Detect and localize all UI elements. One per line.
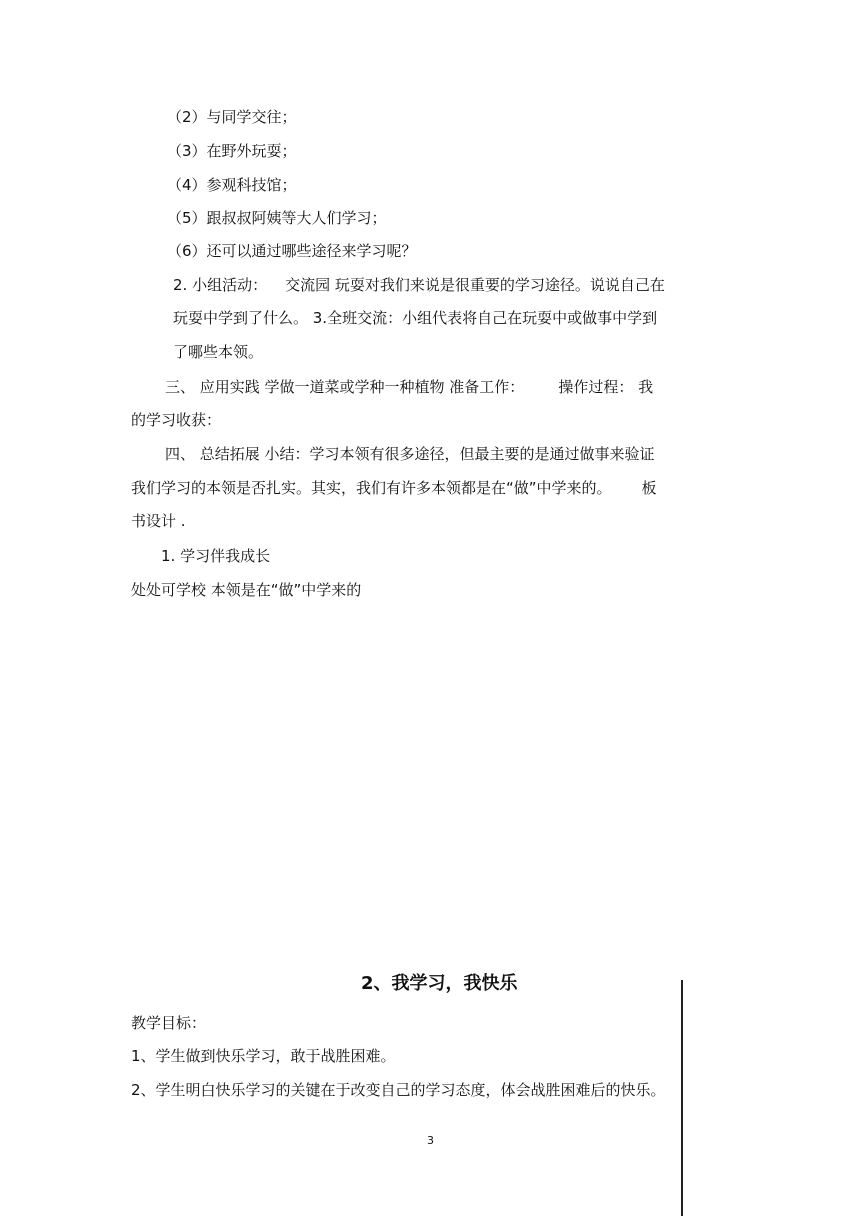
group-activity-line: 了哪些本领。 bbox=[173, 343, 264, 361]
goals-label: 教学目标： bbox=[131, 1014, 207, 1032]
group-activity-paragraph bbox=[173, 275, 665, 295]
section-4-text: 我们学习的本领是否扎实。其实，我们有许多本领都是在“做”中学来的。 bbox=[131, 479, 612, 497]
section-4-line bbox=[131, 478, 657, 498]
section-4-text-end: 板 bbox=[641, 479, 657, 497]
section-4-heading: 四、 总结拓展 小结：学习本领有很多途径，但最主要的是通过做事来验证 bbox=[165, 445, 655, 463]
section-3-line: 的学习收获： bbox=[131, 411, 222, 429]
group-activity-text: 交流园 玩耍对我们来说是很重要的学习途径。说说自己在 bbox=[285, 276, 665, 294]
section-3-text: 三、 应用实践 学做一道菜或学种一种植物 准备工作： bbox=[165, 378, 525, 396]
section-3-text-end: 操作过程： 我 bbox=[558, 378, 654, 396]
board-design-title: 1. 学习伴我成长 bbox=[161, 547, 271, 565]
list-item: （4）参观科技馆； bbox=[167, 176, 297, 194]
group-activity-label: 2. 小组活动： bbox=[173, 276, 268, 294]
page-number: 3 bbox=[427, 1134, 434, 1147]
list-item: （3）在野外玩耍； bbox=[167, 142, 297, 160]
section-3-heading bbox=[165, 377, 653, 397]
page-title: 2、我学习，我快乐 bbox=[361, 973, 518, 994]
goal-item: 1、学生做到快乐学习，敢于战胜困难。 bbox=[131, 1047, 396, 1065]
group-activity-line: 玩耍中学到了什么。 3.全班交流：小组代表将自己在玩耍中或做事中学到 bbox=[173, 309, 658, 327]
list-item: （2）与同学交往； bbox=[167, 108, 297, 126]
list-item: （6）还可以通过哪些途径来学习呢？ bbox=[167, 242, 417, 260]
goal-item: 2、学生明白快乐学习的关键在于改变自己的学习态度，体会战胜困难后的快乐。 bbox=[131, 1081, 666, 1099]
vertical-rule bbox=[681, 980, 683, 1216]
board-design-line: 处处可学校 本领是在“做”中学来的 bbox=[131, 581, 362, 599]
list-item: （5）跟叔叔阿姨等大人们学习； bbox=[167, 209, 387, 227]
section-4-line: 书设计 . bbox=[131, 512, 186, 530]
